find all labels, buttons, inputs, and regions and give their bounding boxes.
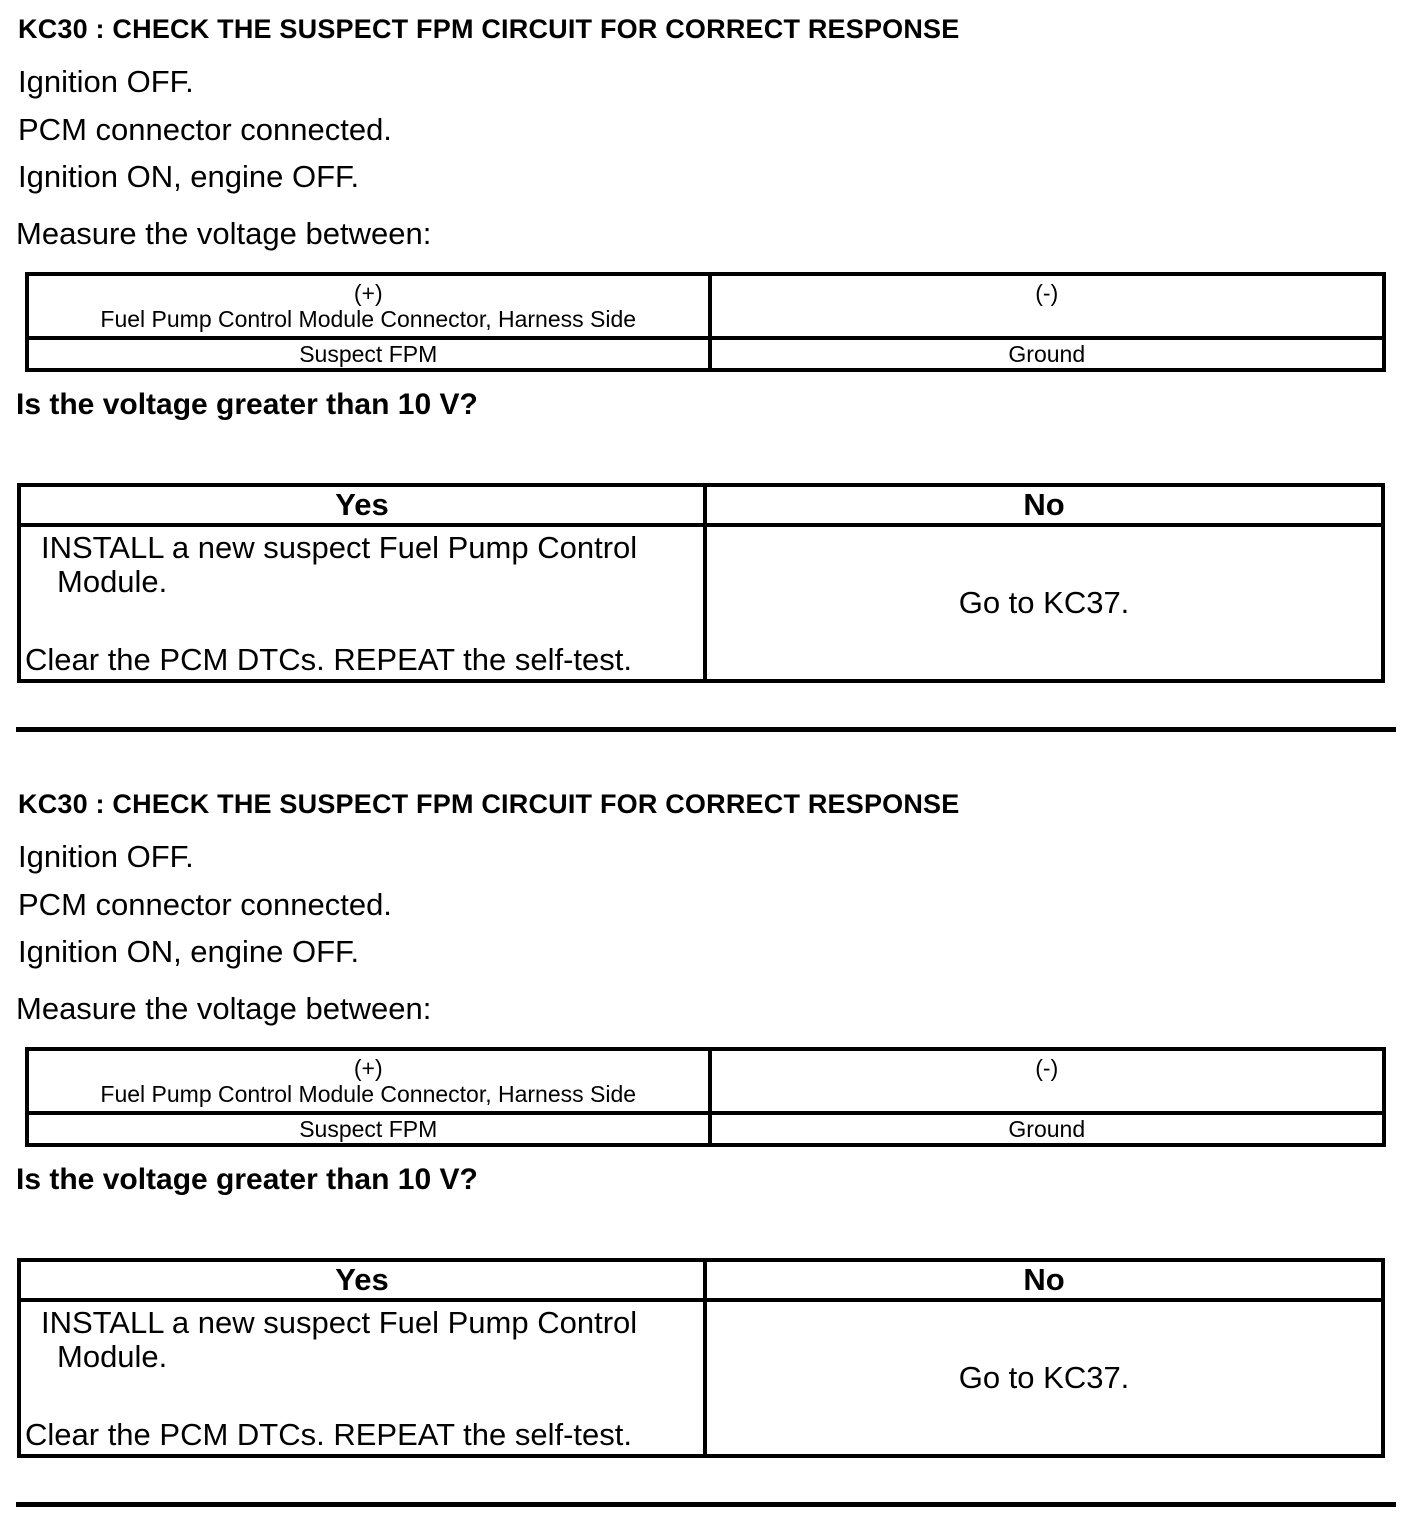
step-instruction: PCM connector connected. bbox=[18, 887, 392, 922]
step-instruction: Ignition OFF. bbox=[18, 839, 194, 874]
yes-action-cell bbox=[19, 525, 705, 681]
yes-no-table bbox=[17, 483, 1385, 683]
minus-label: (-) bbox=[1035, 280, 1059, 306]
minus-value: Ground bbox=[710, 338, 1385, 370]
plus-description: Fuel Pump Control Module Connector, Harness Side bbox=[100, 1081, 637, 1107]
diagnostic-step-2 bbox=[0, 775, 1408, 1535]
minus-header-cell bbox=[710, 274, 1385, 338]
minus-header-cell bbox=[710, 1049, 1385, 1113]
minus-value: Ground bbox=[710, 1113, 1385, 1145]
plus-label: (+) bbox=[353, 280, 383, 306]
question: Is the voltage greater than 10 V? bbox=[16, 388, 478, 421]
no-action-cell: Go to KC37. bbox=[705, 1300, 1383, 1456]
section-divider bbox=[16, 727, 1396, 732]
yes-action-line bbox=[21, 527, 703, 599]
no-header: No bbox=[705, 485, 1383, 525]
plus-value: Suspect FPM bbox=[27, 1113, 710, 1145]
step-heading: KC30 : CHECK THE SUSPECT FPM CIRCUIT FOR CORRECT RESPONSE bbox=[18, 14, 960, 44]
step-heading: KC30 : CHECK THE SUSPECT FPM CIRCUIT FOR CORRECT RESPONSE bbox=[18, 789, 960, 819]
diagnostic-step-1 bbox=[0, 0, 1408, 760]
plus-value: Suspect FPM bbox=[27, 338, 710, 370]
no-action-cell: Go to KC37. bbox=[705, 525, 1383, 681]
yes-header: Yes bbox=[19, 1260, 705, 1300]
plus-header-cell bbox=[27, 1049, 710, 1113]
plus-description: Fuel Pump Control Module Connector, Harness Side bbox=[100, 306, 637, 332]
yes-no-table bbox=[17, 1258, 1385, 1458]
yes-action-followup: Clear the PCM DTCs. REPEAT the self-test. bbox=[25, 642, 632, 677]
measure-label: Measure the voltage between: bbox=[16, 216, 432, 251]
measure-label: Measure the voltage between: bbox=[16, 991, 432, 1026]
yes-action-text: INSTALL a new suspect Fuel Pump Control bbox=[41, 1305, 638, 1340]
yes-action-line bbox=[21, 1302, 703, 1374]
minus-label: (-) bbox=[1035, 1055, 1059, 1081]
yes-header: Yes bbox=[19, 485, 705, 525]
step-instruction: PCM connector connected. bbox=[18, 112, 392, 147]
yes-action-text: INSTALL a new suspect Fuel Pump Control bbox=[41, 530, 638, 565]
question: Is the voltage greater than 10 V? bbox=[16, 1163, 478, 1196]
yes-action-cell bbox=[19, 1300, 705, 1456]
plus-header-cell bbox=[27, 274, 710, 338]
step-instruction: Ignition ON, engine OFF. bbox=[18, 159, 360, 194]
yes-action-text-cont: Module. bbox=[57, 1339, 168, 1374]
step-instruction: Ignition ON, engine OFF. bbox=[18, 934, 360, 969]
step-instruction: Ignition OFF. bbox=[18, 64, 194, 99]
no-header: No bbox=[705, 1260, 1383, 1300]
measurement-table bbox=[25, 272, 1386, 372]
yes-action-followup: Clear the PCM DTCs. REPEAT the self-test. bbox=[25, 1417, 632, 1452]
section-divider bbox=[16, 1502, 1396, 1507]
plus-label: (+) bbox=[353, 1055, 383, 1081]
yes-action-text-cont: Module. bbox=[57, 564, 168, 599]
measurement-table bbox=[25, 1047, 1386, 1147]
